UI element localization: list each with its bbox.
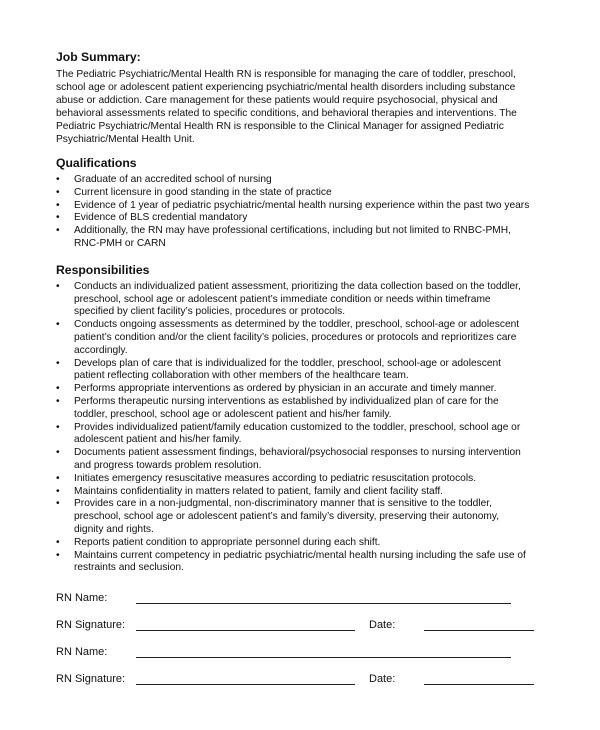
bullet-icon: • xyxy=(56,485,60,497)
rn-signature-field[interactable] xyxy=(136,619,355,631)
list-item xyxy=(56,383,560,396)
list-item xyxy=(56,358,560,384)
bullet-icon: • xyxy=(56,549,60,561)
list-item-text: Maintains confidentiality in matters related to patient, family and client facility staff. xyxy=(74,485,444,497)
list-item-text: Performs appropriate interventions as ordered by physician in an accurate and timely manner. xyxy=(74,383,497,395)
bullet-icon: • xyxy=(56,472,60,484)
rn-name-row xyxy=(56,643,560,658)
list-item xyxy=(56,473,560,486)
date-label: Date: xyxy=(369,673,396,686)
date-field[interactable] xyxy=(424,673,534,685)
date-label: Date: xyxy=(369,619,396,632)
list-item xyxy=(56,174,560,187)
list-item-text: Initiates emergency resuscitative measures according to pediatric resuscitation protocols. xyxy=(74,472,477,484)
list-item xyxy=(56,319,560,357)
list-item-text: Develops plan of care that is individualized for the toddler, preschool, school-age or adolescent patient reflecting collaboration with other members of the healthcare team. xyxy=(74,357,501,382)
qualifications-heading: Qualifications xyxy=(56,156,137,170)
list-item xyxy=(56,422,560,448)
bullet-icon: • xyxy=(56,536,60,548)
job-summary-heading: Job Summary: xyxy=(56,50,141,64)
list-item xyxy=(56,537,560,550)
rn-name-field[interactable] xyxy=(136,592,511,604)
list-item xyxy=(56,200,560,213)
bullet-icon: • xyxy=(56,225,60,237)
rn-signature-row xyxy=(56,616,560,631)
signature-block xyxy=(56,589,560,685)
list-item-text: Provides care in a non-judgmental, non-discriminatory manner that is sensitive to the toddler, preschool, school age or adolescent patient’s and family’s diversity, preserving their autonomy, dignity and rights. xyxy=(74,498,500,535)
list-item-text: Performs therapeutic nursing interventions as established by individualized plan of care for the toddler, preschool, school age or adolescent patient and his/her family. xyxy=(74,395,499,420)
rn-signature-field[interactable] xyxy=(136,673,355,685)
bullet-icon: • xyxy=(56,357,60,369)
bullet-icon: • xyxy=(56,212,60,224)
list-item-text: Additionally, the RN may have professional certifications, including but not limited to RNBC-PMH, RNC-PMH or CARN xyxy=(74,225,511,249)
bullet-icon: • xyxy=(56,395,60,407)
list-item-text: Documents patient assessment findings, behavioral/psychosocial responses to nursing intervention and progress towards problem resolution. xyxy=(74,447,521,471)
job-summary-text-block xyxy=(56,68,560,146)
list-item-text: Evidence of BLS credential mandatory xyxy=(74,212,248,224)
list-item-text: Graduate of an accredited school of nursing xyxy=(74,174,272,185)
list-item xyxy=(56,486,560,499)
list-item xyxy=(56,225,560,251)
bullet-icon: • xyxy=(56,174,60,185)
job-summary-text: The Pediatric Psychiatric/Mental Health RN is responsible for managing the care of toddler, preschool, school age or adolescent patient experiencing psychiatric/mental health disorders including substance abuse or addiction. Care management for these patients would require psychosocial, physical and behavioral assessments related to specific conditions, and behavioral therapies and interventions. The Pediatric Psychiatric/Mental Health RN is responsible to the Clinical Manager for assigned Pediatric Psychiatric/Mental Health Unit. xyxy=(56,69,517,145)
bullet-icon: • xyxy=(56,447,60,459)
rn-signature-label: RN Signature: xyxy=(56,619,126,632)
list-item-text: Conducts an individualized patient assessment, prioritizing the data collection based on the toddler, preschool, school age or adolescent patient’s immediate condition or needs within timeframe specified by client facility’s policies, procedures or protocols. xyxy=(74,280,521,318)
list-item-text: Reports patient condition to appropriate personnel during each shift. xyxy=(74,536,381,548)
list-item-text: Maintains current competency in pediatric psychiatric/mental health nursing including the safe use of restraints and seclusion. xyxy=(74,549,526,574)
qualifications-list xyxy=(56,174,560,251)
list-item xyxy=(56,447,560,473)
list-item xyxy=(56,281,560,319)
rn-name-row xyxy=(56,589,560,604)
bullet-icon: • xyxy=(56,319,60,331)
list-item-text: Provides individualized patient/family education customized to the toddler, preschool, school age or adolescent patient and his/her family. xyxy=(74,421,521,446)
list-item-text: Evidence of 1 year of pediatric psychiatric/mental health nursing experience within the past two years xyxy=(74,199,530,211)
list-item xyxy=(56,550,560,576)
list-item xyxy=(56,187,560,200)
rn-signature-label: RN Signature: xyxy=(56,673,126,686)
list-item-text: Current licensure in good standing in the state of practice xyxy=(74,186,332,198)
bullet-icon: • xyxy=(56,199,60,211)
date-field[interactable] xyxy=(424,619,534,631)
rn-name-field[interactable] xyxy=(136,646,511,658)
rn-name-label: RN Name: xyxy=(56,592,108,605)
bullet-icon: • xyxy=(56,186,60,198)
list-item xyxy=(56,498,560,536)
list-item-text: Conducts ongoing assessments as determined by the toddler, preschool, school-age or adolescent patient’s condition and/or the client facility’s policies, procedures or protocols and reprioritizes care accordingly. xyxy=(74,319,520,356)
rn-name-label: RN Name: xyxy=(56,646,108,659)
bullet-icon: • xyxy=(56,383,60,395)
bullet-icon: • xyxy=(56,498,60,510)
rn-signature-row xyxy=(56,670,560,685)
list-item xyxy=(56,212,560,225)
bullet-icon: • xyxy=(56,421,60,433)
bullet-icon: • xyxy=(56,280,60,292)
responsibilities-list xyxy=(56,281,560,575)
responsibilities-heading: Responsibilities xyxy=(56,262,150,277)
list-item xyxy=(56,396,560,422)
